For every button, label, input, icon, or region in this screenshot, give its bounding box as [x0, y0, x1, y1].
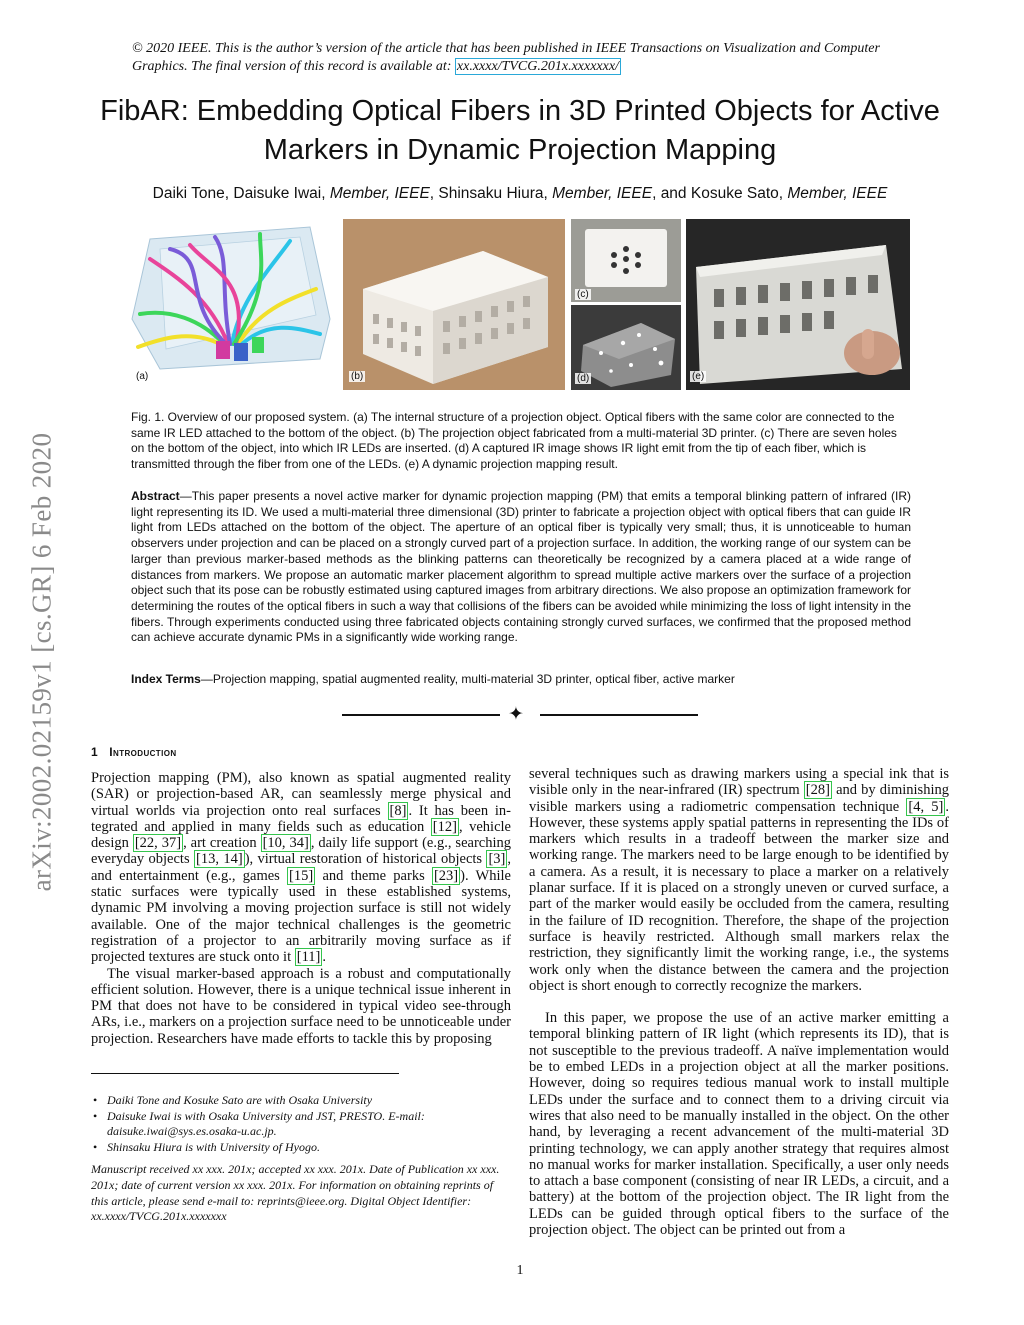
citation-link[interactable]: [10, 34]: [262, 835, 309, 852]
copyright-text: © 2020 IEEE. This is the author’s version of the article that has been published in IEEE Transactions on Visualization and Computer Graphics. The final version of this record is available at:: [132, 41, 880, 74]
arxiv-stamp-text: arXiv:2002.02159v1 [cs.GR] 6 Feb 2020: [26, 432, 57, 892]
printed-building-photo: [343, 219, 565, 390]
projection-result-photo: [686, 219, 910, 390]
paper-title: FibAR: Embedding Optical Fibers in 3D Printed Objects for Active Markers in Dynamic Projection Mapping: [100, 95, 940, 166]
paragraph: The visual marker-based approach is a robust and computationally efficient solution. However, there is a unique technical issue inherent in PM that does not have to be considered in typical video see-through ARs, i.e., markers on a projection surface need to be unnoticeable under projection. Researchers have made efforts to tackle this by proposing: [91, 965, 511, 1047]
panel-label-a: (a): [136, 371, 149, 382]
fiber-structure-illustration: [120, 219, 336, 390]
body-text: Projection mapping (PM), also known as spatial augmented reality (SAR) or projection-based AR, can seamlessly merge physical and virtual worlds via projection onto real surfaces: [91, 770, 511, 819]
index-terms: [131, 672, 911, 686]
figure-panel-a: [120, 219, 336, 390]
divider-line-left: [342, 714, 500, 716]
body-text: , daily life support (e.g., searching everyday objects: [91, 835, 511, 868]
author-names: Daiki Tone, Daisuke Iwai,: [152, 185, 330, 202]
figure-panel-c: [571, 219, 681, 302]
body-text: and by diminishing visible markers using a radiometric compensation technique: [529, 782, 949, 815]
author-names: , Shinsaku Hiura,: [429, 185, 553, 202]
panel-label-c: (c): [577, 289, 589, 300]
manuscript-info: Manuscript received xx xxx. 201x; accepted xx xxx. 201x. Date of Publication xx xxx. 201x; date of current version xx xxx. 201x. For information on obtaining reprints of this article, please send e-mail to: reprints@ieee.org. Digital Object Identifier: xx.xxxx/TVCG.201x.xxxxxxx: [91, 1162, 500, 1224]
citation-link[interactable]: [15]: [289, 867, 314, 884]
body-text: and theme parks: [315, 867, 432, 884]
index-terms-label: Index Terms: [131, 672, 201, 686]
figure-panel-d: [571, 305, 681, 390]
body-column-left: [91, 770, 511, 1047]
citation-link[interactable]: [3]: [488, 851, 506, 868]
affiliation-list: [91, 1093, 511, 1155]
author-names: , and Kosuke Sato,: [652, 185, 788, 202]
footnote-rule: [91, 1073, 399, 1074]
abstract-text: —This paper presents a novel active marker for dynamic projection mapping (PM) that emits a temporal blinking pattern of infrared (IR) light representing its ID. We used a multi-material three dimensional (3D) printer to fabricate a projection object with optical fibers that can guide IR light from LEDs attached on the bottom of the object. The aperture of an optical fiber is typically very small; thus, it is unnoticeable to human observers under projection and can be placed on a strongly curved part of a projection surface. In addition, the working range of our system can be larger than previous marker-based methods as the blinking patterns can theoretically be recognized by a camera placed at a wide range of distances from markers. We propose an automatic marker placement algorithm to spread multiple active markers over the surface of a projection object such that its pose can be robustly estimated using captured images from arbitrary directions. We also propose an optimization framework for determining the routes of the optical fibers in such a way that collisions of the fibers can be avoided while minimizing the loss of light intensity in the fibers. Through experiments conducted using three fabricated objects containing strongly curved surfaces, we confirmed that the proposed method can achieve accurate dynamic PMs in a significantly wide working range.: [131, 489, 911, 645]
section-number: 1: [91, 745, 99, 759]
body-text: . However, these systems apply spatial patterns in representing the IDs of markers which results in a tradeoff between the marker size and working range. The markers need to be large enough to be identified by a camera. As a result, it is necessary to place a marker on a relatively planar surface. If it is placed on a strongly uneven or curved surface, a part of the marker would easily be occluded from the camera, resulting in the failure of ID recognition. Therefore, the shape of the projection surface is heavily restricted. Although small markers relax the restriction, they significantly limit the working range, i.e., the systems work only when the distance between the camera and the projection object is short enough to correctly recognize the markers.: [529, 798, 949, 994]
body-text: ), virtual restoration of historical objects: [244, 851, 487, 868]
divider-star-icon: ✦: [508, 703, 524, 725]
author-membership: Member, IEEE: [787, 185, 888, 202]
citation-link[interactable]: [11]: [296, 949, 321, 966]
doi-link[interactable]: xx.xxxx/TVCG.201x.xxxxxxx/: [456, 59, 619, 74]
affiliation-item: • Shinsaku Hiura is with University of Hyogo.: [91, 1140, 511, 1156]
citation-link[interactable]: [22, 37]: [134, 835, 182, 852]
abstract-label: Abstract: [131, 489, 180, 503]
figure-1: [120, 219, 910, 390]
figure-caption: Fig. 1. Overview of our proposed system. (a) The internal structure of a projection object. Optical fibers with the same color are connected to the same IR LED attached to the bottom of the object. (b) The projection object fabricated from a multi-material 3D printer. (c) There are seven holes on the bottom of the object, into which IR LEDs are inserted. (d) A captured IR image shows IR light emit from the tip of each fiber, which is transmitted through the fiber from one of the LEDs. (e) A dynamic projection mapping result.: [131, 410, 897, 471]
paragraph: In this paper, we propose the use of an active marker emitting a temporal blinking pattern of IR light (which represents its ID), that is not susceptible to the previous tradeoff. A naïve implementation would be to embed LEDs in a projection object at all the marker positions. However, doing so requires tedious manual work to install multiple LEDs under the surface and to connect them to a driving circuit via wires that also need to be manually installed in the object. On the other hand, by leveraging a recent advancement of the multi-material 3D printing technology, we can apply another strategy that requires almost no manual works for marker installation. Specifically, a user only needs to attach a base component (consisting of near IR LEDs, a circuit, and a battery) at the bottom of the projection object. The IR light from the LEDs can be guided through optical fibers to the surface of the projection object. The object can be printed out from a: [529, 1010, 949, 1239]
abstract: [131, 489, 911, 646]
body-text: .: [322, 949, 326, 966]
paragraph: [529, 766, 949, 994]
citation-link[interactable]: [4, 5]: [908, 798, 944, 815]
author-membership: Member, IEEE: [329, 185, 430, 202]
author-membership: Member, IEEE: [552, 185, 653, 202]
body-text: ). While static surfaces were typically used in these established systems, dynamic PM involving a moving projection surface is still not widely available. One of the major technical challenges is the geometric registration of a projector to an arbitrarily moving surface as if projected textures are stuck onto it: [91, 867, 511, 966]
body-text: , vehicle design: [91, 818, 511, 852]
divider-line-right: [540, 714, 698, 716]
paragraph: [91, 770, 511, 966]
body-text: , and entertainment (e.g., games: [91, 851, 511, 884]
author-list: [60, 185, 980, 203]
affiliation-item: • Daiki Tone and Kosuke Sato are with Osaka University: [91, 1093, 511, 1109]
citation-link[interactable]: [23]: [433, 867, 459, 884]
affiliation-item: • Daisuke Iwai is with Osaka University and JST, PRESTO. E-mail: daisuke.iwai@sys.es.osaka-u.ac.jp.: [91, 1109, 511, 1140]
panel-label-b: (b): [351, 371, 364, 382]
copyright-notice: [132, 40, 912, 76]
body-text: several techniques such as drawing markers using a special ink that is visible only in the near-infrared (IR) spectrum: [529, 766, 949, 799]
citation-link[interactable]: [8]: [389, 802, 407, 819]
figure-panel-e: [686, 219, 910, 390]
citation-link[interactable]: [12]: [432, 818, 457, 835]
section-divider: [342, 703, 698, 725]
page-number: 1: [516, 1263, 524, 1278]
arxiv-stamp: [18, 362, 66, 962]
body-text: , art creation: [183, 835, 261, 852]
citation-link[interactable]: [13, 14]: [196, 851, 243, 868]
index-terms-text: —Projection mapping, spatial augmented reality, multi-material 3D printer, optical fiber, active marker: [200, 672, 735, 686]
citation-link[interactable]: [28]: [805, 782, 830, 799]
section-title: Introduction: [109, 745, 177, 759]
body-text: . It has been in- tegrated and applied in many fields such as education: [91, 802, 511, 835]
panel-label-d: (d): [577, 373, 590, 384]
panel-label-e: (e): [692, 371, 705, 382]
body-column-right: [529, 766, 949, 1238]
footnotes: [91, 1093, 511, 1225]
figure-panel-b: [343, 219, 565, 390]
section-heading: [91, 745, 177, 759]
